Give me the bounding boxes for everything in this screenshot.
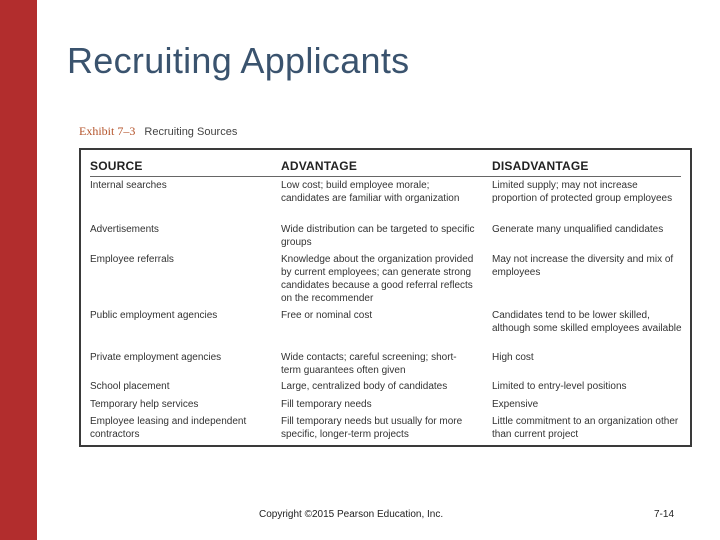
exhibit-number: Exhibit 7–3 (79, 124, 136, 138)
row-public-agencies-disadvantage: Candidates tend to be lower skilled, although some skilled employees available (492, 310, 682, 334)
row-employee-leasing-advantage: Fill temporary needs but usually for more specific, longer-term projects (281, 416, 463, 440)
row-temporary-help-advantage: Fill temporary needs (281, 399, 372, 410)
row-internal-searches-disadvantage: Limited supply; may not increase proportion of protected group employees (492, 180, 673, 204)
page-number: 7-14 (654, 509, 675, 520)
row-school-placement-disadvantage: Limited to entry-level positions (492, 381, 627, 392)
slide-title: Recruiting Applicants (67, 40, 410, 81)
row-employee-referrals-advantage: Knowledge about the organization provided by current employees; can generate strong candidates because a good referral reflects on the recommender (281, 254, 474, 304)
row-temporary-help-source: Temporary help services (90, 399, 199, 410)
row-private-agencies-source: Private employment agencies (90, 352, 222, 363)
row-employee-referrals-source: Employee referrals (90, 254, 174, 265)
row-advertisements-disadvantage: Generate many unqualified candidates (492, 224, 664, 235)
row-public-agencies-source: Public employment agencies (90, 310, 218, 321)
row-employee-leasing-disadvantage: Little commitment to an organization other than current project (492, 416, 679, 440)
accent-bar (0, 0, 37, 540)
row-temporary-help-disadvantage: Expensive (492, 399, 539, 410)
exhibit-title: Recruiting Sources (144, 126, 238, 138)
row-public-agencies-advantage: Free or nominal cost (281, 310, 373, 321)
header-source: SOURCE (90, 159, 143, 173)
row-employee-leasing-source: Employee leasing and independent contractors (90, 416, 247, 440)
row-internal-searches-source: Internal searches (90, 180, 167, 191)
header-advantage: ADVANTAGE (281, 159, 358, 173)
row-school-placement-source: School placement (90, 381, 170, 392)
row-advertisements-advantage: Wide distribution can be targeted to specific groups (281, 224, 475, 248)
copyright-text: Copyright ©2015 Pearson Education, Inc. (259, 509, 444, 520)
recruiting-sources-table (79, 148, 692, 447)
header-divider (90, 176, 681, 177)
row-advertisements-source: Advertisements (90, 224, 159, 235)
row-internal-searches-advantage: Low cost; build employee morale; candidates are familiar with organization (281, 180, 460, 204)
exhibit-caption (79, 124, 237, 139)
header-disadvantage: DISADVANTAGE (492, 159, 589, 173)
row-private-agencies-disadvantage: High cost (492, 352, 534, 363)
row-employee-referrals-disadvantage: May not increase the diversity and mix of employees (492, 254, 674, 278)
row-private-agencies-advantage: Wide contacts; careful screening; short-term guarantees often given (281, 352, 457, 376)
row-school-placement-advantage: Large, centralized body of candidates (281, 381, 448, 392)
